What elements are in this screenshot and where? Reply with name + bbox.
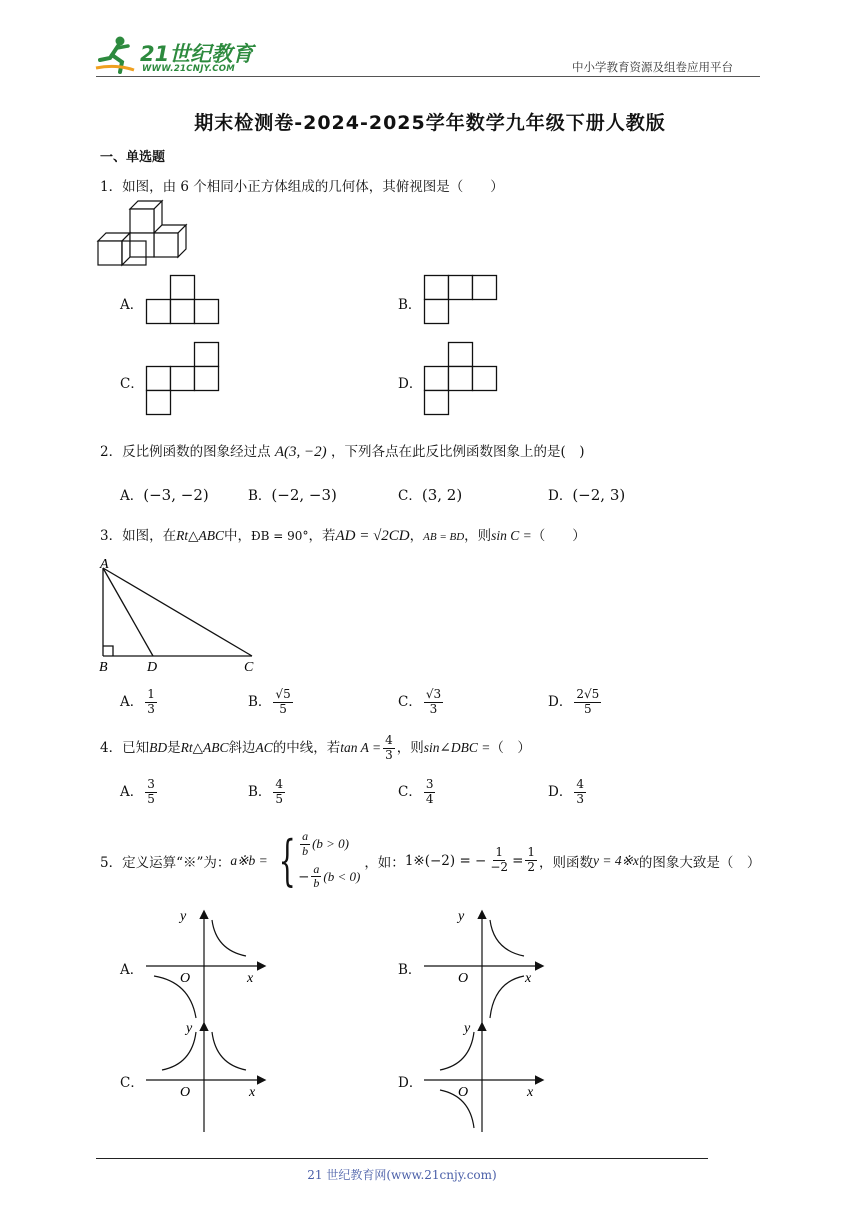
q3-label-c: C bbox=[244, 660, 254, 675]
footer-link[interactable]: 21 世纪教育网(www.21cnjy.com) bbox=[307, 1168, 497, 1182]
q3-text-b: 中， bbox=[223, 528, 251, 544]
q5-a-x-label: x bbox=[247, 971, 254, 986]
q3-option-a[interactable] bbox=[120, 688, 159, 717]
q4-text-a: 4．已知 bbox=[100, 739, 150, 756]
q5-case1-cond: (b > 0) bbox=[312, 836, 349, 852]
q2-option-c[interactable] bbox=[398, 484, 462, 504]
q2-option-a-value: (−3, −2) bbox=[143, 486, 209, 504]
q4-text-c: 斜边 bbox=[228, 739, 256, 756]
q1-option-d[interactable]: D． bbox=[398, 376, 423, 392]
logo-url: WWW.21CNJY.COM bbox=[142, 64, 236, 74]
q3-text-d: ， bbox=[409, 528, 424, 544]
q3-option-b-label: B． bbox=[248, 693, 272, 710]
header-logo bbox=[96, 34, 266, 78]
q5-b-y-label: y bbox=[458, 909, 465, 924]
q5-example: 1※(−2) = − bbox=[404, 852, 487, 869]
runner-logo-icon bbox=[96, 34, 136, 74]
q5-graph-a bbox=[146, 906, 276, 1031]
q5-case2-den: b bbox=[313, 876, 320, 891]
q5-ex-num: 1 bbox=[495, 845, 504, 860]
q2-option-a-label: A． bbox=[120, 488, 144, 504]
q5-option-c[interactable]: C． bbox=[120, 1075, 144, 1091]
q4-option-d-den: 3 bbox=[576, 791, 584, 806]
q4-ask: sin∠DBC = bbox=[423, 739, 491, 755]
footer-divider bbox=[96, 1158, 708, 1159]
q2-text-post: ，下列各点在此反比例函数图象上的是( ) bbox=[330, 444, 585, 460]
q3-option-b-num: √5 bbox=[275, 687, 291, 701]
q4-text-e: ，则 bbox=[396, 739, 424, 756]
q3-option-c[interactable] bbox=[398, 688, 445, 717]
q5-ex-den: −2 bbox=[490, 860, 509, 875]
q1-option-b[interactable]: B． bbox=[398, 297, 422, 313]
q5-d-origin-label: O bbox=[458, 1085, 469, 1100]
q3-triangle: Rt△ABC bbox=[176, 528, 224, 543]
q3-option-d[interactable] bbox=[548, 688, 603, 717]
q3-label-d: D bbox=[147, 660, 158, 675]
q5-graph-b bbox=[424, 906, 554, 1031]
q5-ex-den2: 2 bbox=[527, 860, 536, 875]
q5-a-origin-label: O bbox=[180, 971, 191, 986]
q3-option-c-label: C． bbox=[398, 693, 422, 710]
q5-c-y-label: y bbox=[186, 1021, 193, 1036]
q1-option-a-figure bbox=[146, 275, 226, 327]
q3-option-a-num: 1 bbox=[147, 687, 155, 701]
q2-option-c-value: (3, 2) bbox=[421, 486, 463, 504]
q3-option-b[interactable] bbox=[248, 688, 295, 717]
q3-ask: sin C = bbox=[491, 528, 532, 543]
page-title: 期末检测卷-2024-2025学年数学九年级下册人教版 bbox=[194, 112, 666, 134]
q2-option-b[interactable] bbox=[248, 484, 337, 504]
question-2-text bbox=[100, 440, 585, 461]
q3-option-c-den: 3 bbox=[429, 701, 438, 716]
q4-text-f: （ ） bbox=[490, 739, 531, 756]
q4-option-c[interactable] bbox=[398, 778, 437, 807]
q4-option-c-label: C． bbox=[398, 783, 422, 800]
q4-option-a-label: A． bbox=[120, 783, 144, 800]
q5-option-a[interactable]: A． bbox=[120, 962, 144, 978]
q5-c-origin-label: O bbox=[180, 1085, 191, 1100]
q3-option-a-den: 3 bbox=[147, 701, 155, 716]
q2-option-d-value: (−2, 3) bbox=[572, 486, 626, 504]
q3-text-c: ，若 bbox=[308, 528, 336, 544]
q5-graph-d bbox=[424, 1020, 554, 1135]
q5-definition: a※b = bbox=[230, 852, 268, 868]
q1-option-c[interactable]: C． bbox=[120, 376, 144, 392]
q2-option-d[interactable] bbox=[548, 484, 625, 504]
q2-text-pre: 2．反比例函数的图象经过点 bbox=[100, 444, 271, 460]
q2-option-b-label: B． bbox=[248, 488, 272, 504]
q3-option-b-den: 5 bbox=[279, 701, 287, 716]
q4-option-b-den: 5 bbox=[275, 791, 284, 806]
q3-angle: ÐB = 90° bbox=[250, 529, 309, 543]
q5-piecewise: { $\frac{a}{b}$ (b > 0) − $\frac{a}{b}$ (b < 0) bbox=[278, 828, 361, 892]
q5-ex-num2: 1 bbox=[527, 845, 536, 860]
q3-condition-2: AB = BD bbox=[423, 531, 465, 543]
q5-case2-sign: − bbox=[298, 868, 310, 885]
q4-option-b-label: B． bbox=[248, 783, 272, 800]
q3-text-e: ，则 bbox=[464, 528, 492, 544]
q1-option-a[interactable]: A． bbox=[120, 297, 144, 313]
q5-text-d: 的图象大致是（ ） bbox=[638, 854, 761, 871]
section-heading: 一、单选题 bbox=[100, 150, 166, 165]
q4-option-a[interactable] bbox=[120, 778, 159, 807]
q3-label-b: B bbox=[99, 660, 108, 675]
q2-option-a[interactable] bbox=[120, 484, 209, 504]
q3-triangle-figure bbox=[96, 556, 266, 676]
q4-option-d-num: 4 bbox=[576, 777, 584, 791]
question-1-text: 1．如图，由 6 个相同小正方体组成的几何体，其俯视图是（ ） bbox=[100, 179, 504, 195]
q1-solid-figure bbox=[98, 200, 198, 270]
q3-condition-1: AD = √2CD bbox=[335, 528, 410, 544]
q5-text-c: ，则函数 bbox=[539, 854, 594, 871]
q5-case1-num: a bbox=[302, 829, 309, 843]
q4-triangle: Rt△ABC bbox=[180, 739, 229, 755]
q5-d-y-label: y bbox=[464, 1021, 471, 1036]
q5-text-a: 5．定义运算“※”为： bbox=[100, 854, 231, 871]
q3-option-d-label: D． bbox=[548, 693, 573, 710]
q5-b-x-label: x bbox=[525, 971, 532, 986]
q5-case1-den: b bbox=[302, 843, 309, 858]
question-4-text bbox=[100, 734, 531, 763]
q4-tan-den: 3 bbox=[385, 747, 393, 762]
q2-option-b-value: (−2, −3) bbox=[271, 486, 337, 504]
logo-text: 21世纪教育 bbox=[140, 42, 254, 66]
platform-name: 中小学教育资源及组卷应用平台 bbox=[572, 60, 733, 74]
q2-option-c-label: C． bbox=[398, 488, 422, 504]
q5-ex-eq: = bbox=[512, 852, 524, 869]
q4-text-d: 的中线，若 bbox=[272, 739, 341, 756]
q4-tan: tan A = bbox=[340, 739, 382, 755]
q1-option-b-figure bbox=[424, 275, 504, 327]
q5-graph-c bbox=[146, 1020, 276, 1135]
q5-c-x-label: x bbox=[249, 1085, 256, 1100]
q3-text-a: 3．如图，在 bbox=[100, 528, 177, 544]
q4-ac: AC bbox=[255, 739, 273, 755]
q4-option-a-den: 5 bbox=[147, 791, 155, 806]
q5-case2-cond: (b < 0) bbox=[323, 868, 361, 884]
q5-option-b[interactable]: B． bbox=[398, 962, 422, 978]
q2-point: A(3, −2) bbox=[274, 444, 327, 460]
q4-option-d[interactable] bbox=[548, 778, 588, 807]
q4-bd: BD bbox=[149, 739, 168, 755]
q4-text-b: 是 bbox=[167, 739, 181, 756]
q3-option-d-den: 5 bbox=[583, 701, 592, 716]
q4-option-b-num: 4 bbox=[275, 777, 284, 791]
q4-tan-num: 4 bbox=[385, 733, 393, 747]
q5-b-origin-label: O bbox=[458, 971, 469, 986]
q2-option-d-label: D． bbox=[548, 488, 573, 504]
q5-a-y-label: y bbox=[180, 909, 187, 924]
q5-function: y = 4※x bbox=[593, 852, 639, 868]
q3-option-d-num: 2√5 bbox=[576, 687, 600, 701]
q5-case2-num: a bbox=[313, 861, 320, 876]
q3-text-f: （ ） bbox=[531, 528, 586, 544]
q4-option-c-num: 3 bbox=[425, 777, 434, 791]
q3-label-a: A bbox=[100, 557, 109, 572]
question-3-text bbox=[100, 524, 586, 545]
q5-option-d[interactable]: D． bbox=[398, 1075, 423, 1091]
q1-option-d-figure bbox=[424, 342, 504, 418]
question-5-text bbox=[100, 830, 760, 891]
q3-option-a-label: A． bbox=[120, 693, 144, 710]
q4-option-a-num: 3 bbox=[147, 777, 155, 791]
q5-text-b: ，如： bbox=[364, 854, 405, 871]
q5-d-x-label: x bbox=[527, 1085, 534, 1100]
q4-option-c-den: 4 bbox=[425, 791, 434, 806]
q1-option-c-figure bbox=[146, 342, 226, 418]
q4-option-b[interactable] bbox=[248, 778, 287, 807]
q4-option-d-label: D． bbox=[548, 783, 573, 800]
q3-option-c-num: √3 bbox=[425, 687, 442, 701]
header-divider bbox=[96, 76, 760, 77]
